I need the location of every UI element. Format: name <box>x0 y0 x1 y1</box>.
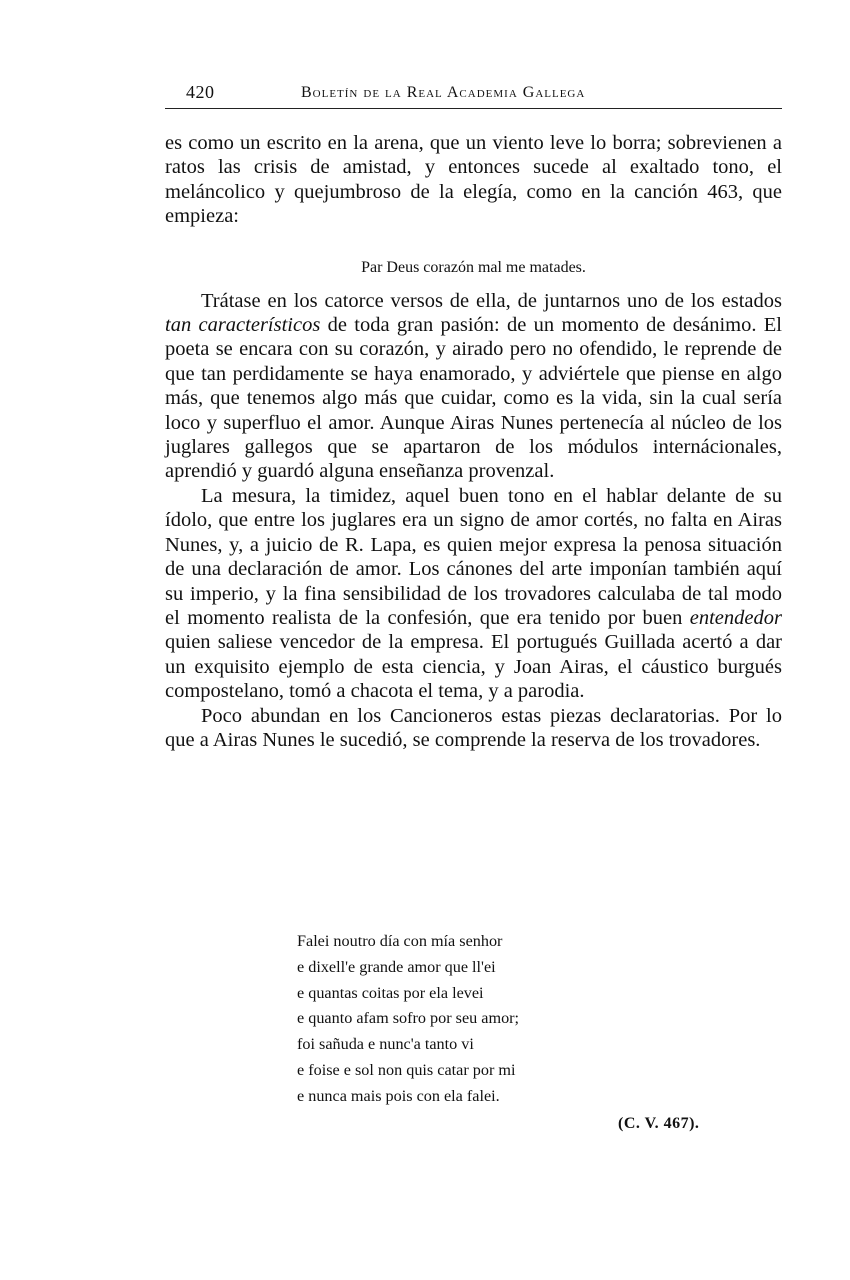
paragraph-3 <box>165 484 782 704</box>
verse-line: e dixell'e grande amor que ll'ei <box>297 957 496 976</box>
paragraph-2-italic: tan característicos <box>165 314 321 337</box>
page-header <box>165 82 782 106</box>
verse-line: e nunca mais pois con ela falei. <box>297 1086 500 1105</box>
verse-citation: (C. V. 467). <box>618 1115 700 1132</box>
quoted-verse-incipit: Par Deus corazón mal me matades. <box>361 259 586 276</box>
verse-line: e quanto afam sofro por seu amor; <box>297 1009 520 1028</box>
paragraph-2 <box>165 289 782 484</box>
body-text <box>165 131 782 752</box>
verse-line: Falei noutro día con mía senhor <box>297 932 503 950</box>
header-rule <box>165 108 782 109</box>
verse-line: e quantas coitas por ela levei <box>297 983 484 1002</box>
paragraph-3-text-b: quien saliese vencedor de la empresa. El portugués Guillada acertó a dar un exquisito ejemplo de esta ciencia, y Joan Airas, el cáustico burgués compostelano, tomó a chacota el tema, y a parodia. <box>165 631 782 703</box>
paragraph-3-italic: entendedor <box>689 606 782 629</box>
paragraph-4: Poco abundan en los Cancioneros estas piezas declaratorias. Por lo que a Airas Nunes le sucedió, se comprende la reserva de los trovadores. <box>165 704 782 751</box>
verse-block <box>297 929 519 1110</box>
verse-line: foi sañuda e nunc'a tanto vi <box>297 1035 474 1054</box>
paragraph-3-text-a: La mesura, la timidez, aquel buen tono en el hablar delante de su ídolo, que entre los juglares era un signo de amor cortés, no falta en Airas Nunes, y, a juicio de R. Lapa, es quien mejor expresa la penosa situación de una declaración de amor. Los cánones del arte imponían también aquí su imperio, y la fina sensibilidad de los trovadores calculaba de tal modo el momento realista de la confesión, que era tenido por buen <box>165 484 782 629</box>
paragraph-2-text-a: Trátase en los catorce versos de ella, de juntarnos uno de los estados <box>201 289 782 312</box>
paragraph-2-text-b: de toda gran pasión: de un momento de desánimo. El poeta se encara con su corazón, y airado pero no ofendido, le reprende de que tan perdidamente se haya enamorado, y adviértele que piense en algo más, que tenemos algo más que cuidar, como es la vida, sin la cual sería loco y superfluo el amor. Aunque Airas Nunes pertenecía al núcleo de los juglares gallegos que se apartaron de los módulos internácionales, aprendió y guardó alguna enseñanza provenzal. <box>165 314 782 483</box>
paragraph-1: es como un escrito en la arena, que un viento leve lo borra; sobrevienen a ratos las crisis de amistad, y entonces sucede al exaltado tono, el meláncolico y quejumbroso de la elegía, como en la canción 463, que empieza: <box>165 132 782 228</box>
verse-line: e foise e sol non quis catar por mi <box>297 1060 516 1079</box>
page-number: 420 <box>186 82 215 102</box>
running-head: Boletín de la Real Academia Gallega <box>301 84 586 101</box>
